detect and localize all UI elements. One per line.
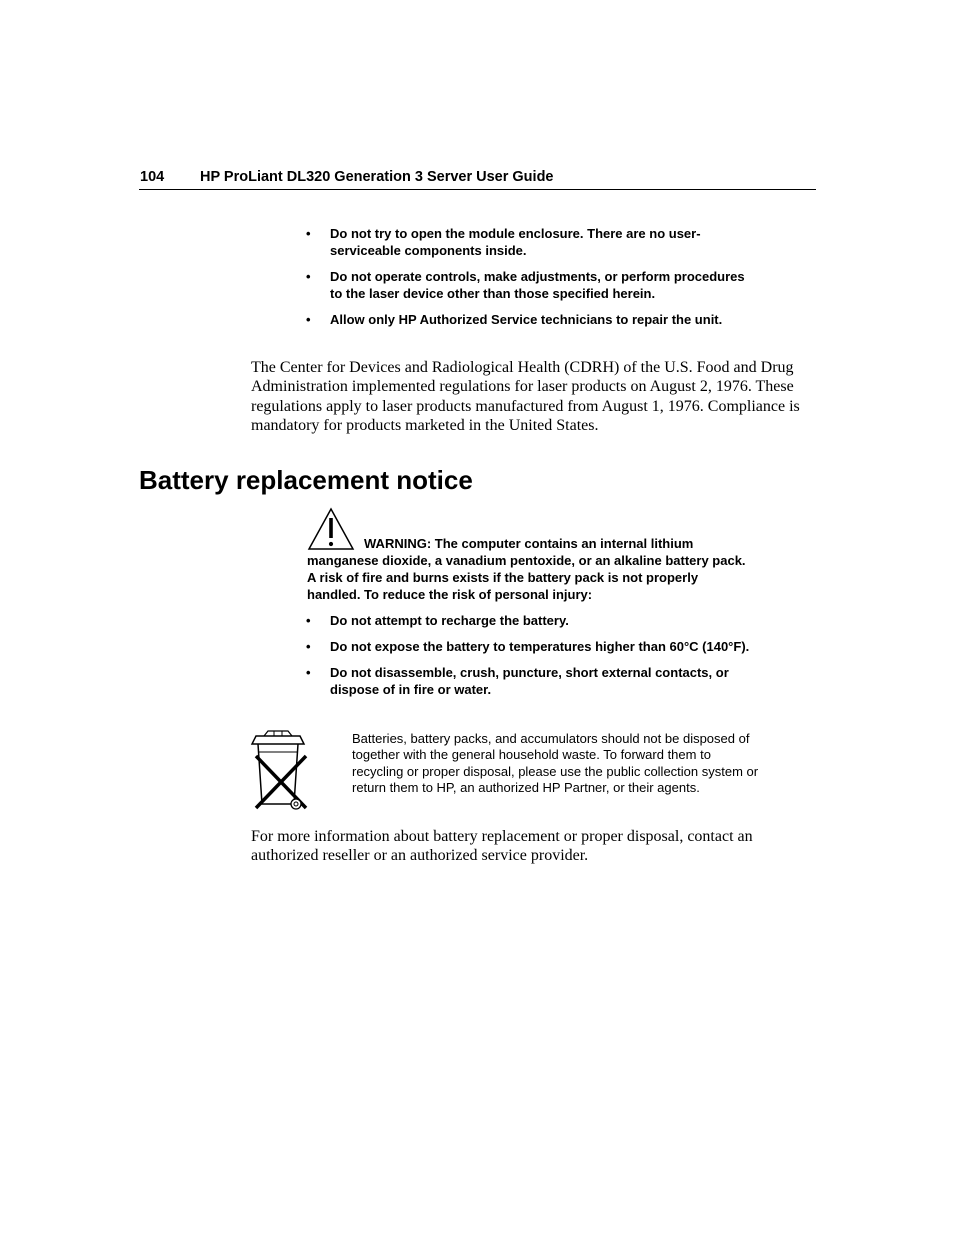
- section-heading: Battery replacement notice: [139, 465, 473, 495]
- battery-safety-list: [306, 612, 756, 707]
- list-item-text: Do not try to open the module enclosure. There are no user-serviceable components inside.: [330, 226, 701, 258]
- list-item-text: Do not expose the battery to temperatures higher than 60°C (140°F).: [330, 639, 750, 654]
- disposal-notice: Batteries, battery packs, and accumulators should not be disposed of together with the general household waste. To forward them to recycling or proper disposal, please use the public collection system or return them to HP, an authorized HP Partner, or their agents.: [352, 731, 759, 795]
- list-item: • Allow only HP Authorized Service technicians to repair the unit.: [306, 312, 723, 327]
- cdrh-paragraph: The Center for Devices and Radiological Health (CDRH) of the U.S. Food and Drug Administration implemented regulations for laser products on August 2, 1976. These regulations apply to laser products manufactured from August 1, 1976. Compliance is mandatory for products marketed in the United States.: [251, 359, 800, 434]
- list-item: • Do not expose the battery to temperatures higher than 60°C (140°F).: [306, 639, 750, 654]
- list-item-text: Allow only HP Authorized Service technicians to repair the unit.: [330, 312, 723, 327]
- laser-safety-list: [306, 225, 756, 337]
- guide-title: HP ProLiant DL320 Generation 3 Server User Guide: [200, 169, 554, 185]
- info-paragraph: For more information about battery replacement or proper disposal, contact an authorized reseller or an authorized service provider.: [251, 828, 753, 865]
- list-item-text: Do not operate controls, make adjustments, or perform procedures to the laser device other than those specified herein.: [330, 269, 745, 301]
- crossed-out-wheelie-bin-icon: [248, 728, 312, 817]
- list-item: • Do not operate controls, make adjustments, or perform procedures to the laser device other than those specified herein.: [306, 269, 745, 301]
- list-item-text: Do not disassemble, crush, puncture, short external contacts, or dispose of in fire or water.: [330, 665, 729, 697]
- warning-text: WARNING: The computer contains an internal lithium manganese dioxide, a vanadium pentoxide, or an alkaline battery pack. A risk of fire and burns exists if the battery pack is not properly handled. To reduce the risk of personal injury:: [307, 536, 746, 602]
- list-item: • Do not disassemble, crush, puncture, short external contacts, or dispose of in fire or water.: [306, 665, 729, 697]
- running-header: [139, 168, 816, 190]
- page-number: 104: [140, 169, 165, 185]
- warning-triangle-icon: [307, 507, 355, 555]
- list-item: • Do not try to open the module enclosure. There are no user-serviceable components inside.: [306, 226, 701, 258]
- list-item: • Do not attempt to recharge the battery.: [306, 613, 569, 628]
- warning-block: [307, 507, 752, 603]
- list-item-text: Do not attempt to recharge the battery.: [330, 613, 569, 628]
